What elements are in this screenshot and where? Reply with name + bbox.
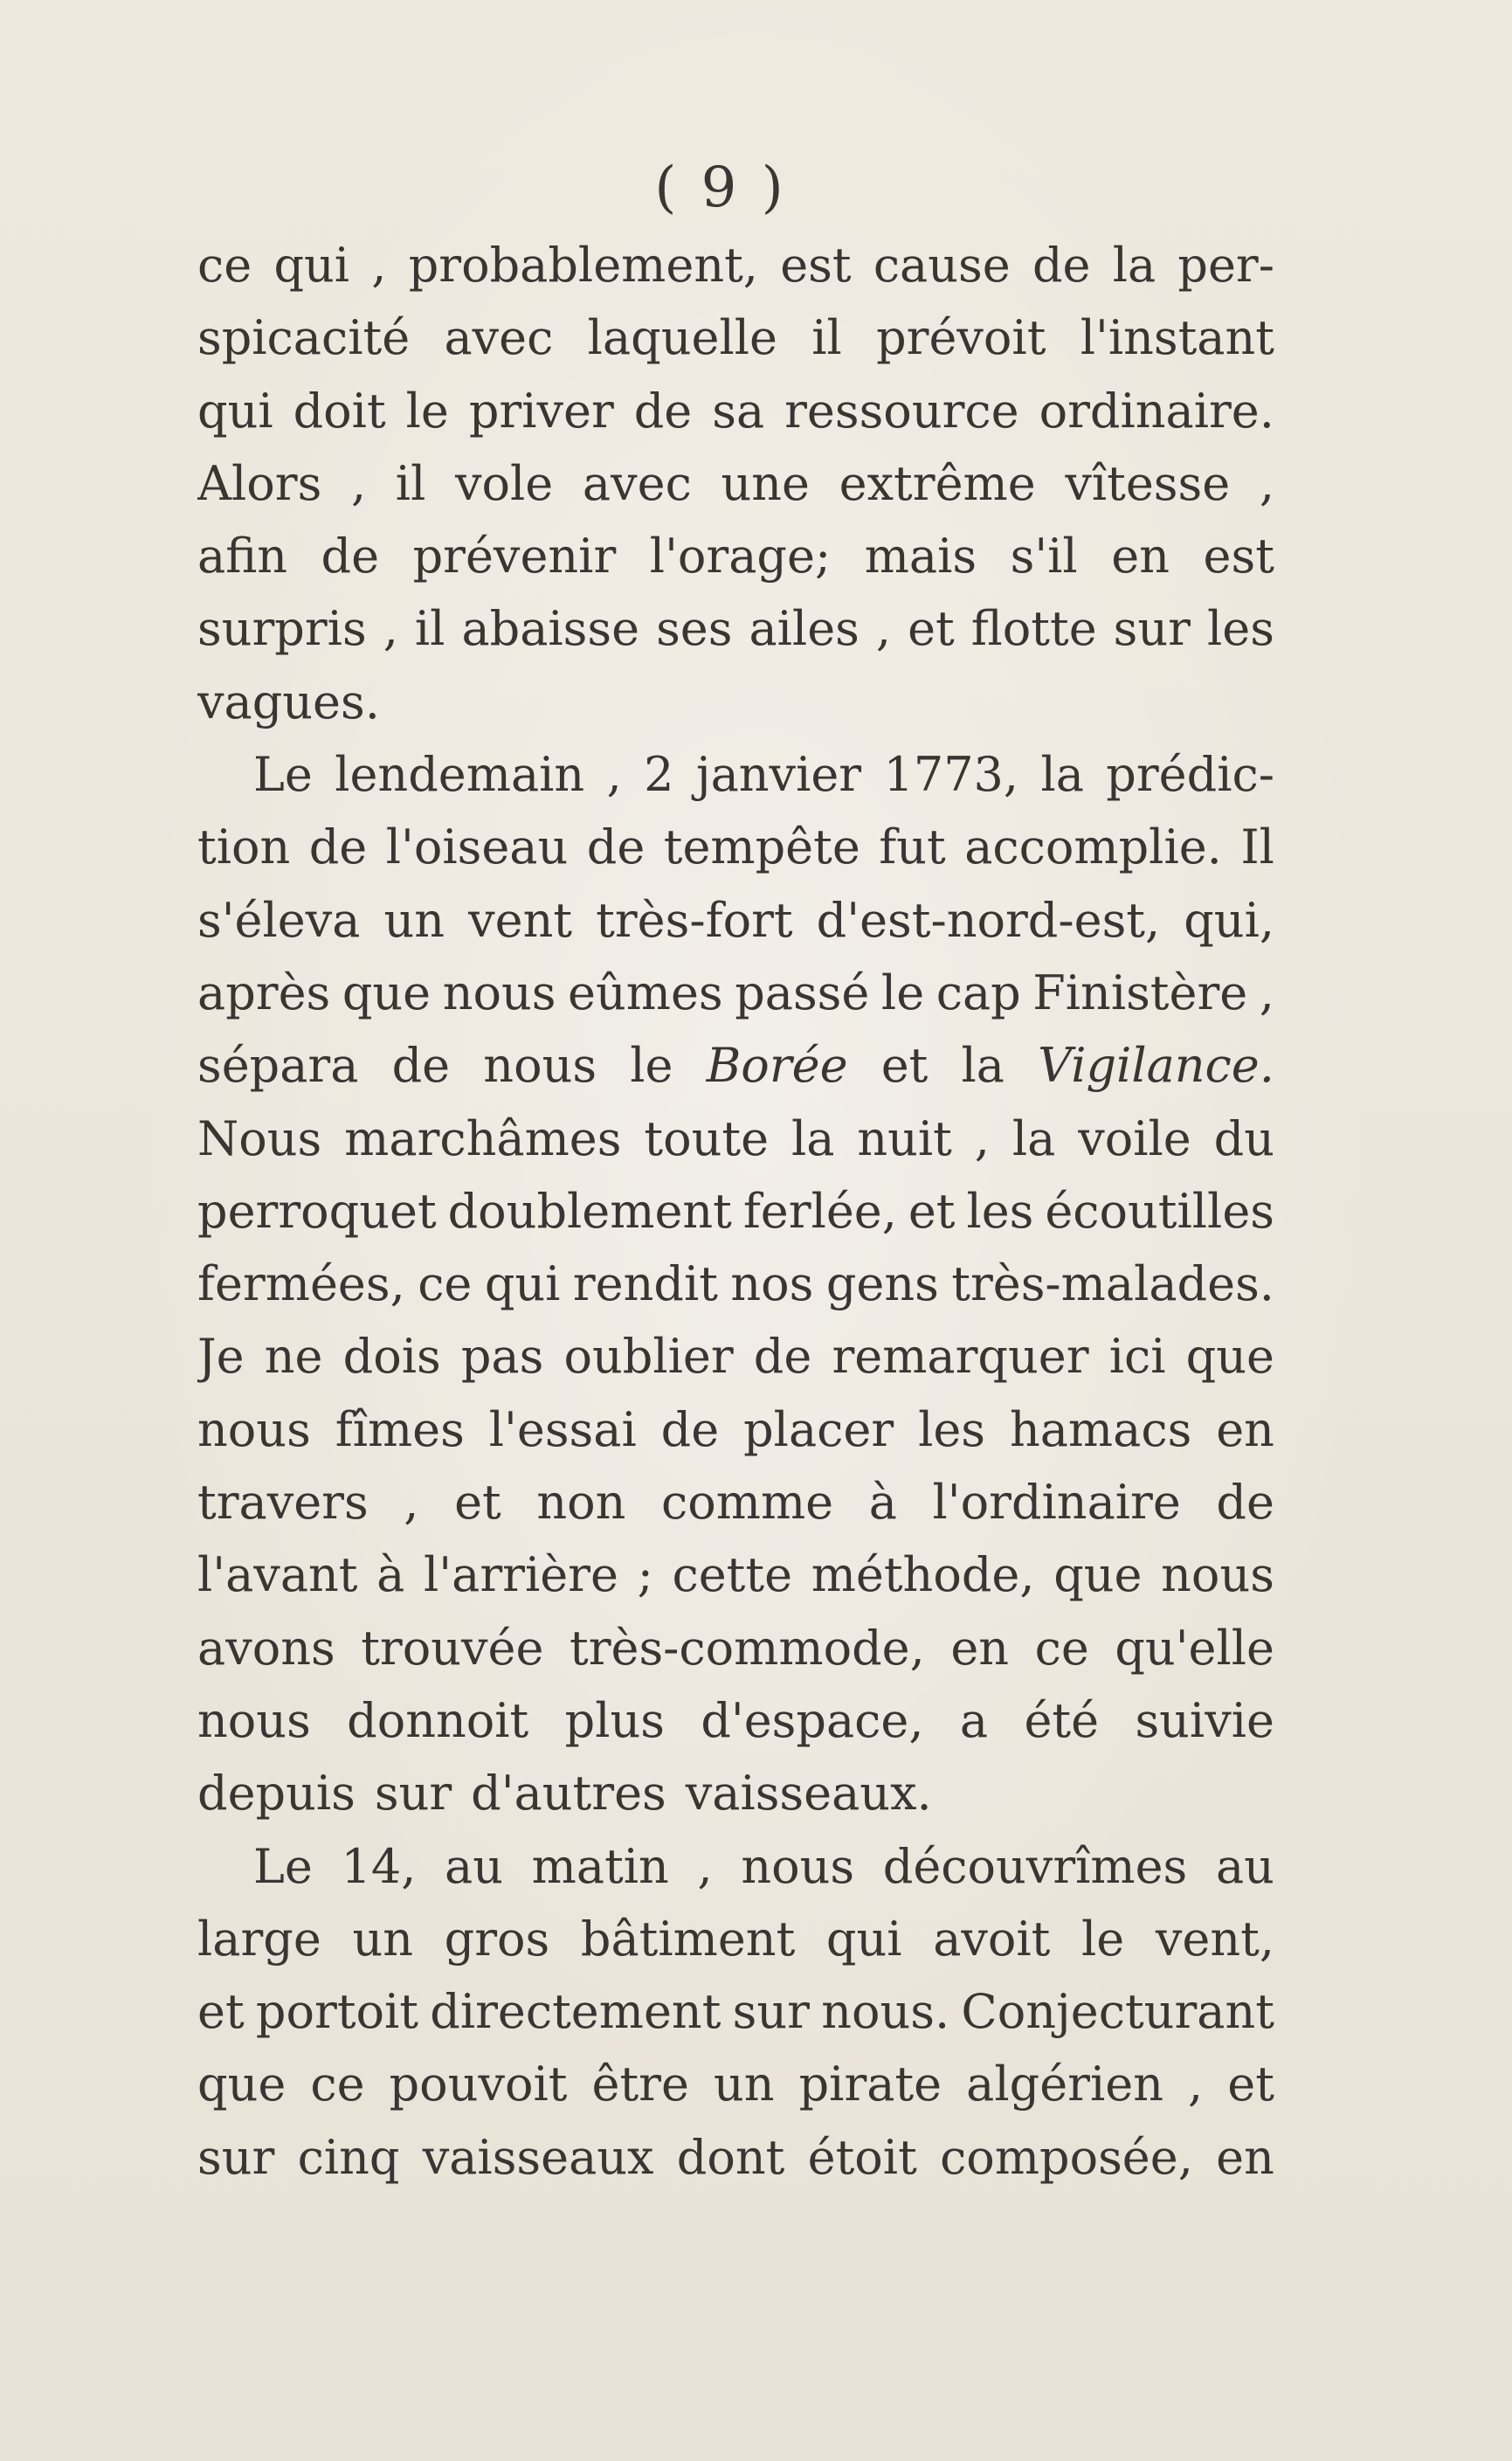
word: ailes [749, 601, 860, 657]
word: vaisseaux. [685, 1766, 932, 1822]
word: pirate [798, 2057, 942, 2112]
word: l'orage; [649, 529, 832, 584]
word: , [371, 238, 387, 293]
word: que [1185, 1329, 1274, 1385]
word: eûmes [568, 964, 723, 1020]
text-line [197, 1248, 1274, 1320]
word: très-malades. [951, 1256, 1274, 1312]
word: janvier [695, 747, 862, 803]
word: afin [197, 529, 287, 584]
word: passé [735, 964, 870, 1020]
word: la [1011, 1110, 1056, 1166]
word: Il [1240, 819, 1274, 875]
word: mais [864, 529, 977, 584]
word: de [321, 529, 380, 584]
text-line [197, 1320, 1274, 1393]
word: l'essai [488, 1401, 637, 1457]
text-line [197, 1393, 1274, 1466]
text-line [197, 520, 1274, 592]
word: de [1216, 1475, 1274, 1531]
word: s'il [1010, 529, 1078, 584]
word: et [197, 1984, 245, 2040]
word: abaisse [461, 601, 640, 657]
word: qui [197, 383, 273, 439]
word: avec [582, 455, 692, 511]
word: et [908, 1183, 956, 1239]
word: un [714, 2057, 775, 2112]
word: qui, [1184, 892, 1274, 948]
word: nous. [821, 1984, 950, 2040]
text-line [197, 1903, 1274, 1975]
word: qu'elle [1115, 1620, 1274, 1676]
word: vent [468, 892, 573, 948]
text-line [197, 1830, 1274, 1903]
word: ferlée, [742, 1183, 897, 1239]
word: en [1111, 529, 1170, 584]
word: per- [1177, 238, 1274, 293]
text-line [197, 375, 1274, 447]
word: nous [483, 1038, 597, 1094]
word: doublement [447, 1183, 732, 1239]
word: travers [197, 1475, 369, 1531]
word: qui [484, 1256, 561, 1312]
word: 14, [341, 1838, 417, 1894]
body-text [197, 229, 1274, 2194]
word: de [1032, 238, 1091, 293]
word: nous [442, 964, 556, 1020]
word: sa [712, 383, 765, 439]
word: très-commode, [570, 1620, 925, 1676]
word: cinq [297, 2129, 400, 2185]
text-line [197, 811, 1274, 883]
word: qui [273, 238, 350, 293]
word: le [880, 964, 925, 1020]
word: la [961, 1038, 1005, 1094]
word: s'éleva [197, 892, 361, 948]
text-line [197, 447, 1274, 520]
word: cause [873, 238, 1011, 293]
word: , [1188, 2057, 1204, 2112]
word: du [1213, 1110, 1274, 1166]
word: que [1053, 1547, 1143, 1603]
word: les [918, 1401, 986, 1457]
word: est [780, 238, 852, 293]
word: sur [732, 1984, 810, 2040]
word: il [811, 310, 842, 366]
word: à [868, 1475, 897, 1531]
word: perroquet [197, 1183, 437, 1239]
word: Nous [197, 1110, 322, 1166]
word: voile [1078, 1110, 1191, 1166]
word: avons [197, 1620, 335, 1676]
word: ressource [784, 383, 1019, 439]
word: directement [430, 1984, 721, 2040]
text-line [197, 1757, 1274, 1829]
word: un [352, 1911, 414, 1967]
word: ses [656, 601, 733, 657]
word: nos [730, 1256, 814, 1312]
word: remarquer [832, 1329, 1089, 1385]
word: avoit [933, 1911, 1051, 1967]
word: écoutilles [1045, 1183, 1274, 1239]
word: et [454, 1475, 501, 1531]
word: a [959, 1692, 989, 1748]
word: Vigilance. [1038, 1038, 1274, 1094]
word: fermées, [197, 1256, 405, 1312]
word: sépara [197, 1038, 359, 1094]
word: de [586, 819, 646, 875]
word: de [308, 819, 368, 875]
text-line [197, 301, 1274, 374]
word: d'autres [471, 1766, 666, 1822]
word: d'est-nord-est, [816, 892, 1161, 948]
text-line [197, 1684, 1274, 1757]
word: trouvée [361, 1620, 544, 1676]
word: de [753, 1329, 812, 1385]
word: composée, [940, 2129, 1193, 2185]
word: le [630, 1038, 673, 1094]
word: et [908, 601, 955, 657]
word: 1773, [883, 747, 1019, 803]
word: algérien [966, 2057, 1163, 2112]
word: gros [444, 1911, 550, 1967]
word: ce [310, 2057, 365, 2112]
word: doit [293, 383, 386, 439]
word: depuis [197, 1766, 356, 1822]
word: la [791, 1110, 835, 1166]
word: les [966, 1183, 1034, 1239]
word: tempête [663, 819, 860, 875]
word: et [880, 1038, 929, 1094]
text-line [197, 1538, 1274, 1611]
word: vent, [1155, 1911, 1274, 1967]
word: l'instant [1080, 310, 1274, 366]
word: Le [253, 1838, 313, 1894]
word: être [591, 2057, 689, 2112]
word: laquelle [587, 310, 777, 366]
word: prédic- [1106, 747, 1274, 803]
text-line [197, 1103, 1274, 1175]
word: , [350, 455, 367, 511]
word: tion [197, 819, 291, 875]
word: vole [455, 455, 554, 511]
word: Le [253, 747, 313, 803]
word: découvrîmes [882, 1838, 1188, 1894]
word: prévoit [876, 310, 1046, 366]
word: toute [644, 1110, 770, 1166]
text-line [197, 2121, 1274, 2194]
word: nuit [857, 1110, 952, 1166]
word: , [875, 601, 892, 657]
word: Borée [706, 1038, 848, 1094]
word: ce [1034, 1620, 1089, 1676]
word: gens [825, 1256, 939, 1312]
word: 2 [644, 747, 674, 803]
word: en [1216, 1401, 1274, 1457]
word: sur [1113, 601, 1191, 657]
word: accomplie. [964, 819, 1222, 875]
word: , [383, 601, 398, 657]
word: qui [825, 1911, 902, 1967]
word: dois [342, 1329, 441, 1385]
word: ce [418, 1256, 473, 1312]
word: nous [741, 1838, 855, 1894]
word: et [1227, 2057, 1274, 2112]
word: une [721, 455, 810, 511]
word: pouvoit [389, 2057, 568, 2112]
word: méthode, [811, 1547, 1035, 1603]
word: probablement, [408, 238, 758, 293]
word: il [414, 601, 445, 657]
word: oublier [563, 1329, 734, 1385]
word: nous [197, 1692, 311, 1748]
word: matin [531, 1838, 669, 1894]
word: que [197, 2057, 287, 2112]
word: très-fort [596, 892, 793, 948]
text-line [197, 592, 1274, 665]
word: bâtiment [580, 1911, 796, 1967]
word: rendit [572, 1256, 718, 1312]
word: , [1259, 455, 1274, 511]
word: placer [743, 1401, 894, 1457]
word: de [660, 1401, 720, 1457]
word: large [197, 1911, 321, 1967]
word: en [950, 1620, 1010, 1676]
word: pas [460, 1329, 544, 1385]
word: vaisseaux [422, 2129, 654, 2185]
word: cette [672, 1547, 793, 1603]
word: en [1216, 2129, 1274, 2185]
word: , [697, 1838, 713, 1894]
word: un [383, 892, 445, 948]
word: , [606, 747, 622, 803]
text-line [197, 1029, 1274, 1102]
word: flotte [970, 601, 1097, 657]
word: l'ordinaire [932, 1475, 1181, 1531]
word: l'oiseau [385, 819, 569, 875]
word: Je [197, 1329, 245, 1385]
word: sur [197, 2129, 275, 2185]
word: Conjecturant [961, 1984, 1274, 2040]
word: comme [661, 1475, 834, 1531]
word: après [197, 964, 331, 1020]
text-line [197, 2048, 1274, 2120]
text-line [197, 1466, 1274, 1538]
word: cap [936, 964, 1021, 1020]
word: ; [637, 1547, 653, 1603]
text-line [197, 1175, 1274, 1248]
word: de [391, 1038, 451, 1094]
word: plus [564, 1692, 665, 1748]
word: dont [676, 2129, 785, 2185]
word: vîtesse [1065, 455, 1231, 511]
word: ordinaire. [1039, 383, 1274, 439]
word: priver [468, 383, 614, 439]
word: les [1207, 601, 1274, 657]
word: de [633, 383, 693, 439]
text-line [197, 738, 1274, 811]
word: est [1203, 529, 1274, 584]
word: portoit [255, 1984, 418, 2040]
page-number: ( 9 ) [654, 156, 787, 220]
word: étoit [807, 2129, 917, 2185]
text-line [197, 229, 1274, 301]
word: , [974, 1110, 990, 1166]
word: extrême [839, 455, 1036, 511]
word: fîmes [335, 1401, 465, 1457]
word: à [376, 1547, 405, 1603]
word: la [1040, 747, 1084, 803]
word: Finistère [1032, 964, 1248, 1020]
text-line [197, 957, 1274, 1029]
word: ici [1108, 1329, 1166, 1385]
word: vagues. [197, 674, 380, 729]
word: surpris [197, 601, 367, 657]
word: spicacité [197, 310, 411, 366]
word: au [445, 1838, 504, 1894]
word: l'avant [197, 1547, 358, 1603]
text-line [197, 1975, 1274, 2048]
word: été [1024, 1692, 1100, 1748]
word: prévenir [412, 529, 617, 584]
word: nous [197, 1401, 311, 1457]
word: nous [1161, 1547, 1274, 1603]
text-line [197, 884, 1274, 957]
word: fut [879, 819, 946, 875]
word: suivie [1135, 1692, 1274, 1748]
word: la [1112, 238, 1156, 293]
text-line [197, 1612, 1274, 1684]
word: au [1215, 1838, 1274, 1894]
word: l'arrière [424, 1547, 618, 1603]
word: , [404, 1475, 419, 1531]
word: Alors [197, 455, 322, 511]
word: il [395, 455, 426, 511]
word: avec [444, 310, 554, 366]
word: lendemain [335, 747, 585, 803]
word: sur [374, 1766, 452, 1822]
word: marchâmes [344, 1110, 622, 1166]
word: hamacs [1009, 1401, 1192, 1457]
text-line [197, 666, 1274, 738]
word: le [405, 383, 449, 439]
word: ce [197, 238, 252, 293]
word: d'espace, [701, 1692, 924, 1748]
word: , [1259, 964, 1274, 1020]
word: non [536, 1475, 626, 1531]
word: donnoit [347, 1692, 529, 1748]
word: ne [264, 1329, 323, 1385]
word: le [1081, 1911, 1125, 1967]
word: que [342, 964, 432, 1020]
